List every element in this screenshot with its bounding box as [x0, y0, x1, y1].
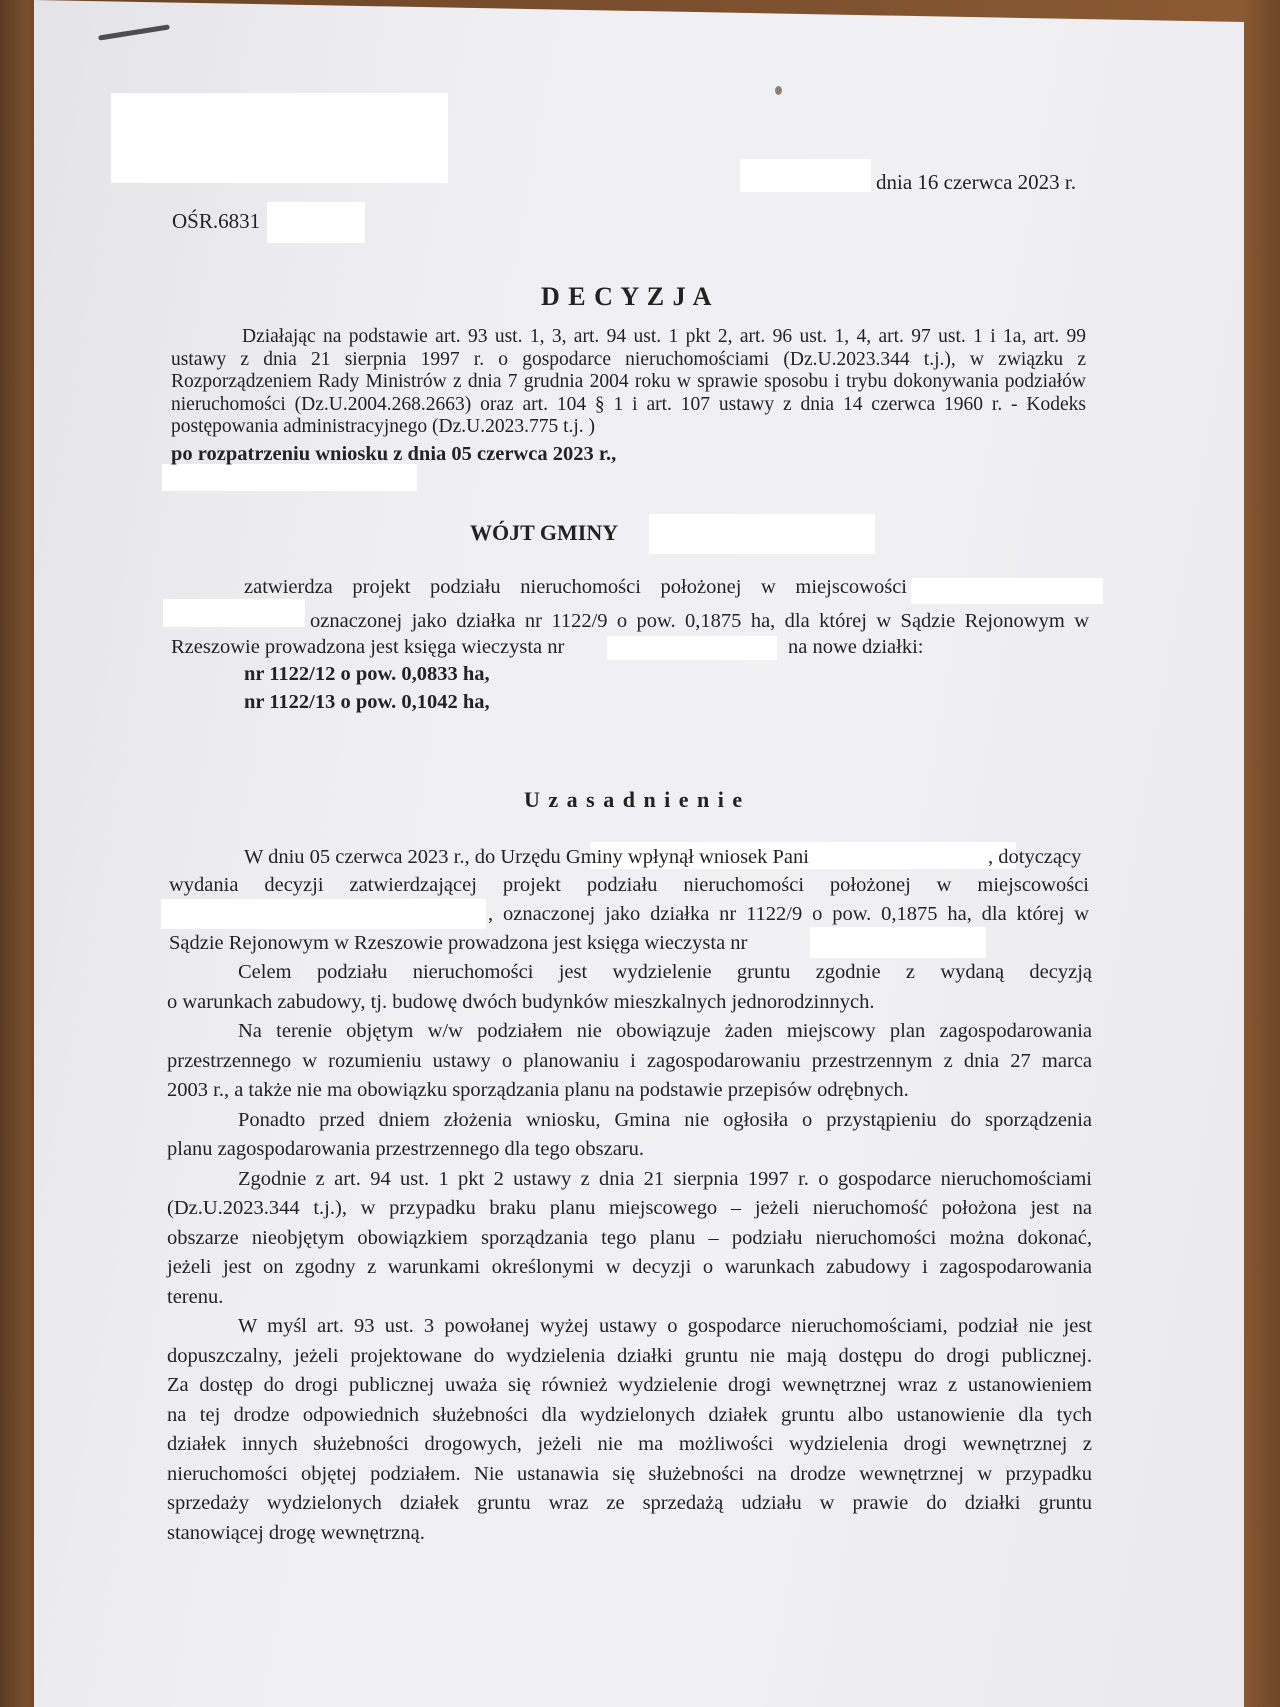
approval-line-1: zatwierdza projekt podziału nieruchomości położonej w miejscowości	[244, 576, 907, 598]
p6-line: W myśl art. 93 ust. 3 powołanej wyżej ustawy o gospodarce nieruchomościami, podział nie jest	[238, 1315, 1092, 1337]
paper-mark	[775, 86, 782, 95]
new-plot-1: nr 1122/12 o pow. 0,0833 ha,	[244, 663, 490, 685]
legal-basis-line: nieruchomości (Dz.U.2004.268.2663) oraz art. 104 § 1 i art. 107 ustawy z dnia 14 czerwca 1960 r. - Kodeks	[171, 393, 1086, 415]
redacted-locality-2	[163, 599, 305, 627]
p4-line: Ponadto przed dniem złożenia wniosku, Gmina nie ogłosiła o przystąpieniu do sporządzenia	[238, 1108, 1092, 1131]
p6-line: nieruchomości objętej podziałem. Nie ustanawia się służebności na drodze wewnętrznej w przypadku	[167, 1462, 1092, 1485]
approval-line-3a: Rzeszowie prowadzona jest księga wieczysta nr	[171, 636, 565, 658]
p6-line: działek innych służebności drogowych, jeżeli nie ma możliwości wydzielenia drogi wewnętrznej z	[167, 1433, 1092, 1455]
p6-line: na tej drodze odpowiednich służebności dla wydzielonych działek gruntu albo ustanowienie dla tych	[167, 1403, 1092, 1426]
p1-line-4: Sądzie Rejonowym w Rzeszowie prowadzona jest księga wieczysta nr	[169, 932, 748, 954]
p6-line: dopuszczalny, jeżeli projektowane do wydzielenia działki gruntu nie mają dostępu do drogi publicznej.	[167, 1344, 1092, 1367]
p3-line: przestrzennego w rozumieniu ustawy o planowaniu i zagospodarowaniu przestrzennym z dnia 27 marca	[167, 1049, 1092, 1072]
redacted-land-register	[607, 636, 777, 660]
p5-line: (Dz.U.2023.344 t.j.), w przypadku braku planu miejscowego – jeżeli nieruchomość położona jest na	[167, 1197, 1092, 1219]
p3-line: 2003 r., a także nie ma obowiązku sporządzania planu na podstawie przepisów odrębnych.	[167, 1079, 909, 1101]
p5-line: obszarze nieobjętym obowiązkiem sporządzania tego planu – podziału nieruchomości można dokonać,	[167, 1226, 1092, 1249]
redacted-case-number	[267, 202, 365, 243]
redacted-letterhead	[111, 93, 448, 183]
p5-line: Zgodnie z art. 94 ust. 1 pkt 2 ustawy z dnia 21 sierpnia 1997 r. o gospodarce nieruchomościami	[238, 1167, 1092, 1190]
p1-line-1b: , dotyczący	[988, 846, 1082, 868]
redacted-locality	[911, 578, 1103, 604]
legal-basis-paragraph	[171, 326, 1086, 439]
legal-basis-line: ustawy z dnia 21 sierpnia 1997 r. o gospodarce nieruchomościami (Dz.U.2023.344 t.j.), w związku z	[171, 348, 1086, 370]
justification-body	[167, 958, 1092, 1548]
request-line: po rozpatrzeniu wniosku z dnia 05 czerwca 2023 r.,	[171, 443, 617, 465]
legal-basis-line: Działając na podstawie art. 93 ust. 1, 3, art. 94 ust. 1 pkt 2, art. 96 ust. 1, 4, art. 97 ust. 1 i 1a, art. 99	[242, 326, 1086, 347]
redacted-locality-3	[161, 899, 486, 929]
redacted-place	[740, 159, 871, 192]
p3-line: Na terenie objętym w/w podziałem nie obowiązuje żaden miejscowy plan zagospodarowania	[238, 1020, 1092, 1042]
p1-line-3: , oznaczonej jako działka nr 1122/9 o pow. 0,1875 ha, dla której w	[488, 903, 1089, 925]
decision-title: D E C Y Z J A	[541, 282, 713, 311]
p6-line: Za dostęp do drogi publicznej uważa się również wydzielenie drogi wewnętrznej wraz z ustanowieniem	[167, 1374, 1092, 1396]
p6-line: sprzedaży wydzielonych działek gruntu wraz ze sprzedażą udziału w prawie do działki gruntu	[167, 1492, 1092, 1514]
case-reference: OŚR.6831	[172, 209, 261, 233]
legal-basis-line: postępowania administracyjnego (Dz.U.2023.775 t.j. )	[171, 416, 596, 437]
redacted-land-register-2	[810, 927, 986, 958]
approval-line-2: oznaczonej jako działka nr 1122/9 o pow. 0,1875 ha, dla której w Sądzie Rejonowym w	[310, 610, 1089, 632]
p5-line: terenu.	[167, 1285, 224, 1308]
p6-line: stanowiącej drogę wewnętrzną.	[167, 1521, 425, 1544]
new-plot-2: nr 1122/13 o pow. 0,1042 ha,	[244, 691, 490, 713]
p4-line: planu zagospodarowania przestrzennego dla tego obszaru.	[167, 1138, 645, 1160]
p5-line: jeżeli jest on zgodny z warunkami określonymi w decyzji o warunkach zabudowy i zagospodarowania	[167, 1256, 1092, 1278]
legal-basis-line: Rozporządzeniem Rady Ministrów z dnia 7 grudnia 2004 roku w sprawie sposobu i trybu dokonywania podziałów	[171, 371, 1086, 392]
p2-line: o warunkach zabudowy, tj. budowę dwóch budynków mieszkalnych jednorodzinnych.	[167, 990, 875, 1013]
approval-line-3b: na nowe działki:	[788, 636, 924, 658]
p2-line: Celem podziału nieruchomości jest wydzielenie gruntu zgodnie z wydaną decyzją	[238, 961, 1092, 983]
p1-line-2: wydania decyzji zatwierdzającej projekt podziału nieruchomości położonej w miejscowości	[169, 874, 1089, 896]
document-date: dnia 16 czerwca 2023 r.	[876, 170, 1077, 194]
justification-title: U z a s a d n i e n i e	[524, 787, 744, 812]
authority-heading: WÓJT GMINY	[470, 520, 619, 545]
redacted-municipality	[649, 514, 875, 554]
p1-line-1a: W dniu 05 czerwca 2023 r., do Urzędu Gminy wpłynął wniosek Pani	[244, 846, 809, 868]
